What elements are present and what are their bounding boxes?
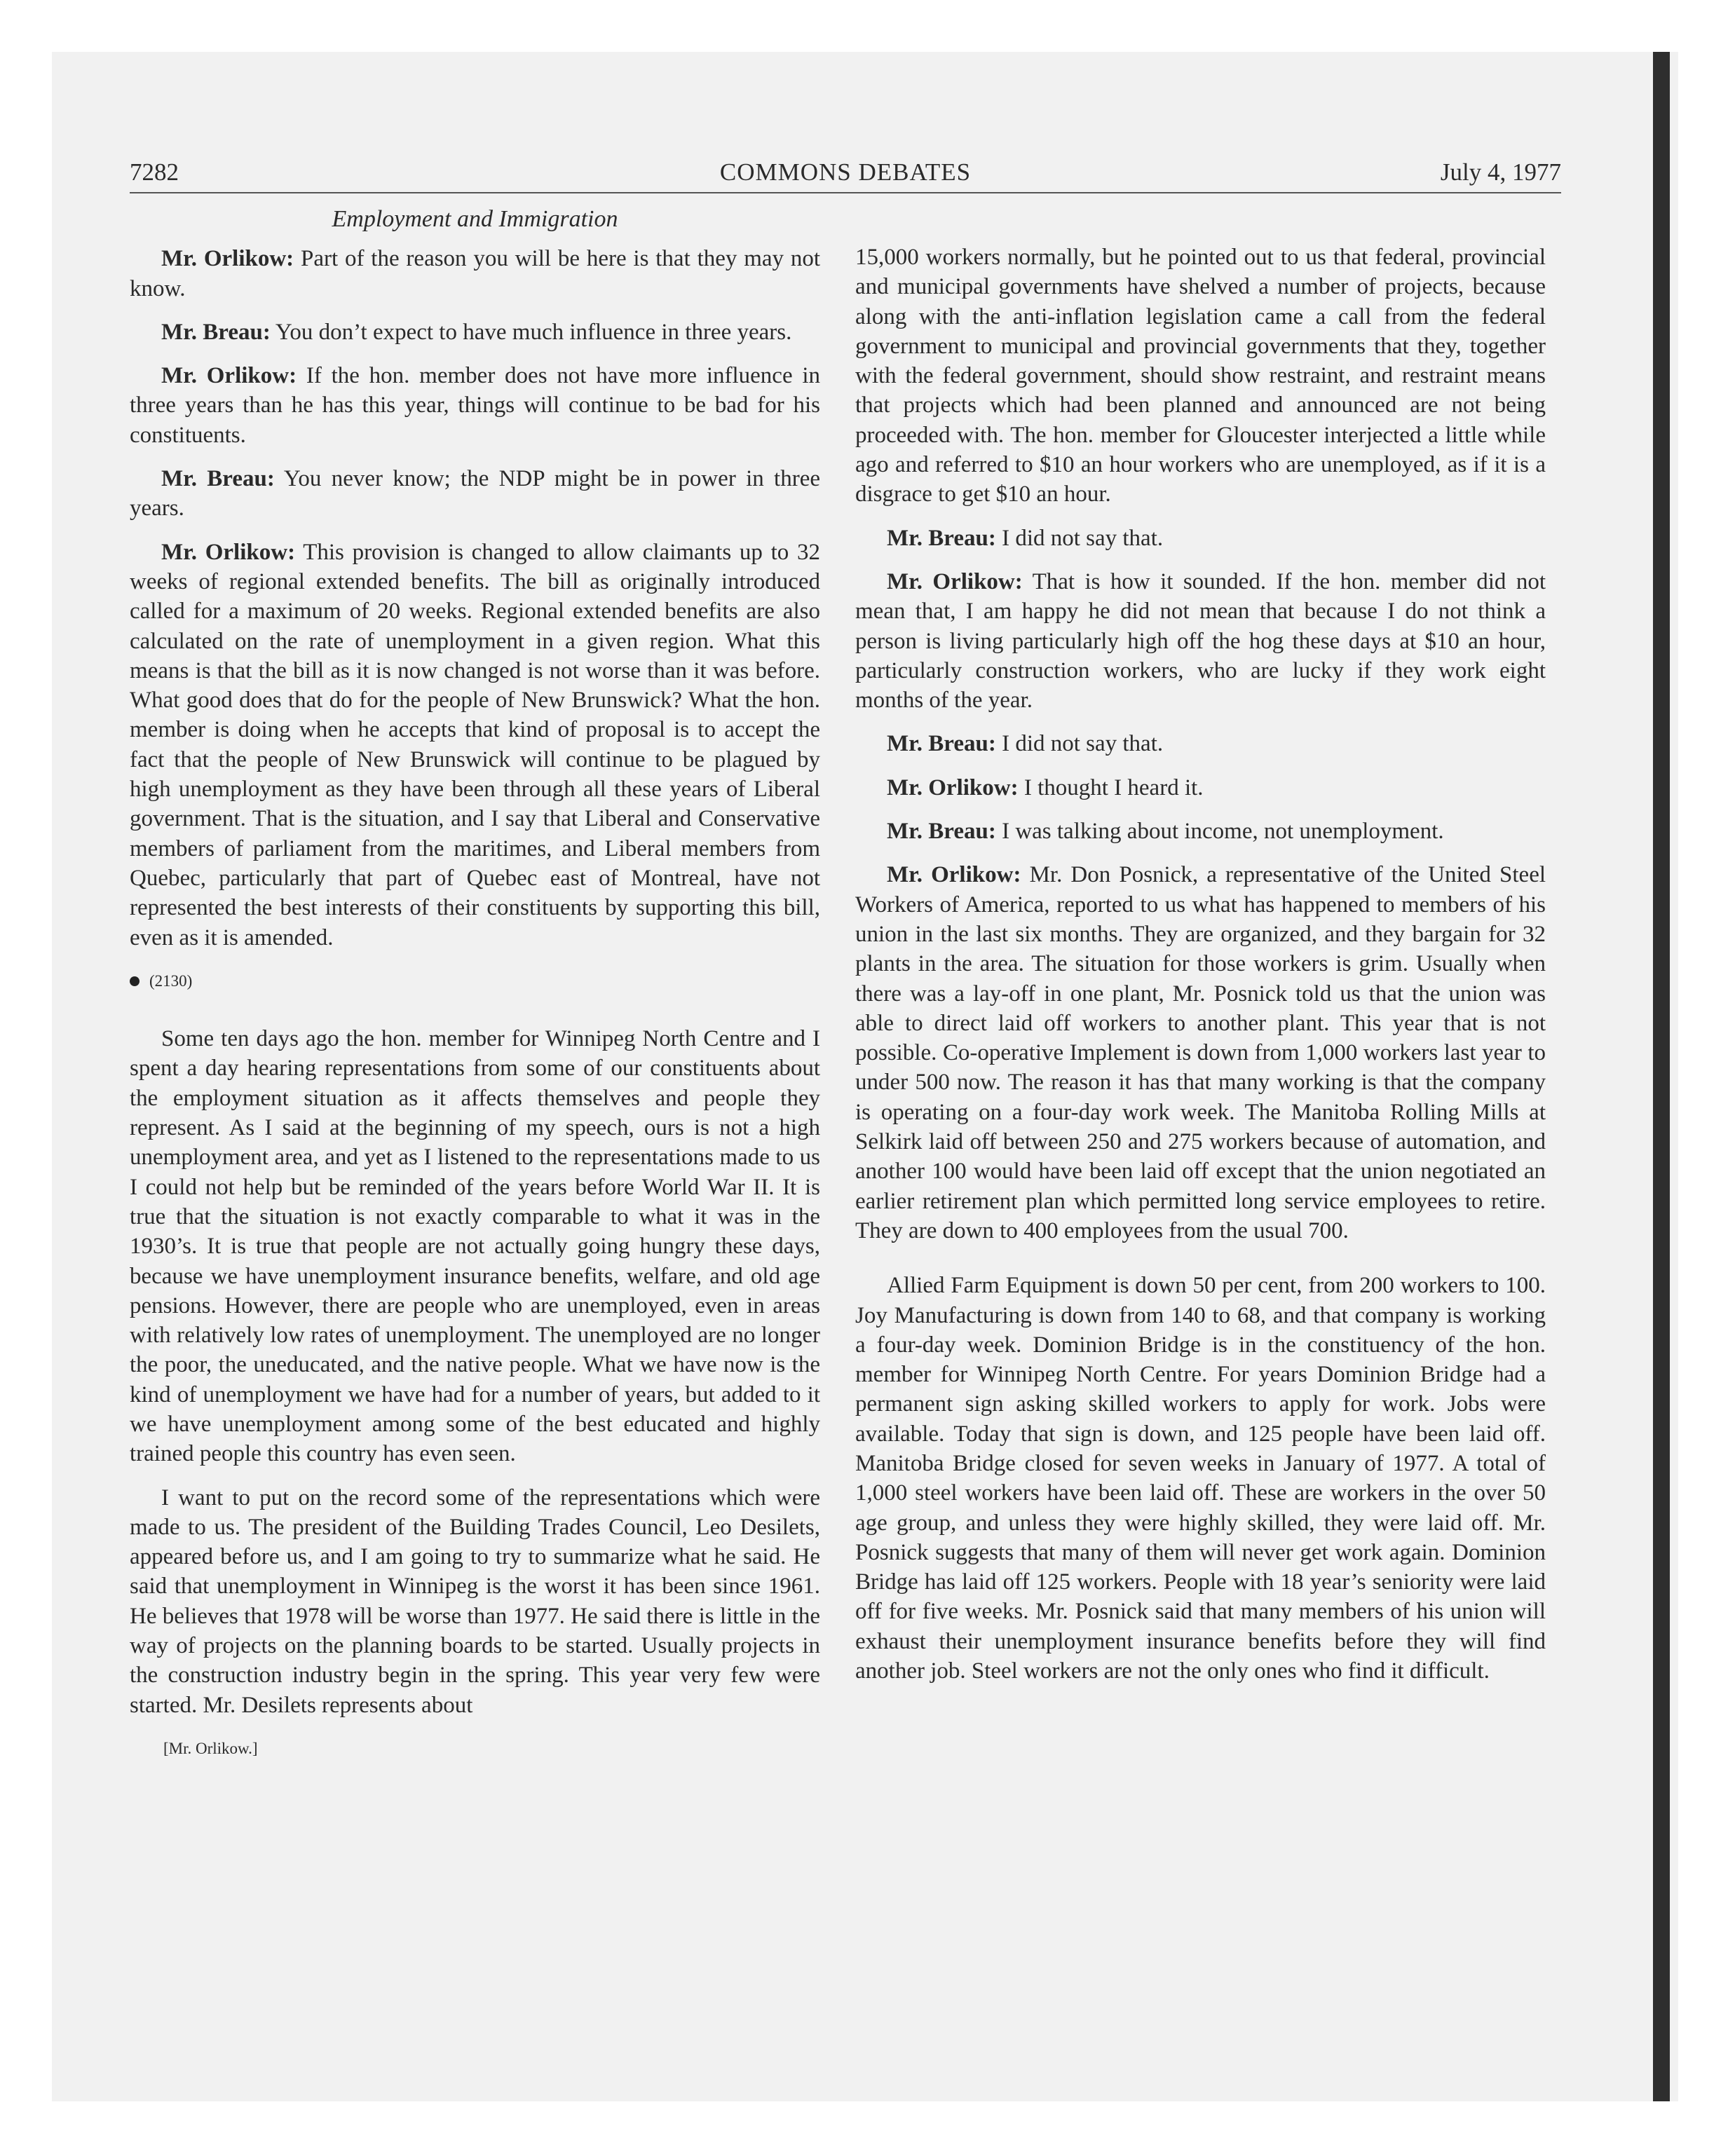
speaker-name: Mr. Breau: (887, 731, 996, 757)
speaker-name: Mr. Breau: (887, 525, 996, 551)
speaker-name: Mr. Orlikow: (161, 539, 296, 565)
page-date: July 4, 1977 (1440, 158, 1561, 186)
speaker-attribution: [Mr. Orlikow.] (163, 1739, 258, 1757)
speech-paragraph (130, 318, 820, 347)
speech-text: If the hon. member does not have more influence in three years than he has this year, things will continue to be bad for his constituents. (130, 363, 821, 448)
speech-paragraph (130, 244, 820, 303)
speech-text: That is how it sounded. If the hon. member did not mean that, I am happy he did not mean that because I do not think a person is living particularly high off the hog these days at $10 an hour, particularly construction workers, who are lucky if they work eight months of the year. (855, 568, 1546, 714)
body-paragraph: I want to put on the record some of the representations which were made to us. The president of the Building Trades Council, Leo Desilets, appeared before us, and I am going to try to summarize what he said. He said that unemployment in Winnipeg is the worst it has been since 1961. He believes that 1978 will be worse than 1977. He said there is little in the way of projects on the planning boards to be started. Usually projects in the construction industry begin in the spring. This year very few were started. Mr. Desilets represents about (130, 1485, 820, 1718)
speech-text: Part of the reason you will be here is that they may not know. (130, 246, 821, 301)
speech-text: I was talking about income, not unemployment. (1002, 819, 1444, 845)
continued-paragraph: 15,000 workers normally, but he pointed out to us that federal, provincial and municipal governments have shelved a number of projects, because along with the anti-inflation legislation came a call from the federal government to municipal and provincial governments that they, together with the federal government, should show restraint, and restraint means that projects which had been planned and announced are not being proceeded with. The hon. member for Gloucester interjected a little while ago and referred to $10 an hour workers who are unemployed, as if it is a disgrace to get $10 an hour. (855, 245, 1546, 507)
speech-paragraph (855, 567, 1546, 715)
scan-edge-bar (1653, 52, 1670, 2101)
speech-paragraph (130, 464, 820, 524)
body-paragraph: Some ten days ago the hon. member for Winnipeg North Centre and I spent a day hearing representations from some of our constituents about the employment situation as it affects themselves and people they represent. As I said at the beginning of my speech, ours is not a high unemployment area, and yet as I listened to the representations made to us I could not help but be reminded of the years before World War II. It is true that the situation is not exactly comparable to what it was in the 1930’s. It is true that people are not actually going hungry these days, because we have unemployment insurance benefits, welfare, and old age pensions. However, there are people who are unemployed, even in areas with relatively low rates of unemployment. The unemployed are no longer the poor, the uneducated, and the native people. What we have now is the kind of unemployment we have had for a number of years, but added to it we have unemployment among some of the best educated and highly trained people this country has even seen. (130, 1026, 820, 1467)
page-header (130, 157, 1561, 193)
time-marker (130, 967, 820, 996)
right-column (855, 243, 1546, 1700)
bullet-icon (130, 976, 140, 986)
speaker-name: Mr. Orlikow: (887, 862, 1021, 888)
speaker-name: Mr. Orlikow: (887, 568, 1023, 594)
speaker-name: Mr. Breau: (161, 466, 275, 492)
speech-paragraph (855, 773, 1546, 803)
speech-paragraph (855, 817, 1546, 846)
speaker-name: Mr. Breau: (161, 319, 271, 345)
speaker-name: Mr. Breau: (887, 819, 996, 845)
speaker-name: Mr. Orlikow: (161, 246, 294, 272)
time-marker-text: (2130) (149, 971, 193, 990)
section-title: Employment and Immigration (332, 206, 618, 232)
speech-text: You never know; the NDP might be in power in three years. (130, 466, 820, 521)
speech-paragraph (855, 860, 1546, 1246)
speech-paragraph (130, 538, 820, 953)
speech-text: This provision is changed to allow claimants up to 32 weeks of regional extended benefits. The bill as originally introduced called for a maximum of 20 weeks. Regional extended benefits are also calculated on the rate of unemployment in a given region. What this means is that the bill as it is now changed is not worse than it was before. What good does that do for the people of New Brunswick? What the hon. member is doing when he accepts that kind of proposal is to accept the fact that the people of New Brunswick will continue to be plagued by high unemployment as they have been through all these years of Liberal government. That is the situation, and I say that Liberal and Conservative members of parliament from the maritimes, and Liberal members from Quebec, particularly that part of Quebec east of Montreal, have not represented the best interests of their constituents by supporting this bill, even as it is amended. (130, 539, 821, 950)
body-paragraph: Allied Farm Equipment is down 50 per cent, from 200 workers to 100. Joy Manufacturing is down from 140 to 68, and that company is working a four-day week. Dominion Bridge is in the constituency of the hon. member for Winnipeg North Centre. For years Dominion Bridge had a permanent sign asking skilled workers to apply for work. Jobs were available. Today that sign is down, and 125 people have been laid off. Manitoba Bridge closed for seven weeks in January of 1977. A total of 1,000 steel workers have been laid off. These are workers in the over 50 age group, and unless they were highly skilled, they were laid off. Mr. Posnick suggests that many of them will never get work again. Dominion Bridge has laid off 125 workers. People with 18 year’s seniority were laid off for five weeks. Mr. Posnick said that many members of his union will exhaust their unemployment insurance benefits before they will find another job. Steel workers are not the only ones who find it difficult. (855, 1273, 1546, 1684)
speech-text: Mr. Don Posnick, a representative of the United Steel Workers of America, reported to us what has happened to members of his union in the last six months. They are organized, and they bargain for 32 plants in the area. The situation for those workers is grim. Usually when there was a lay-off in one plant, Mr. Posnick told us that the union was able to direct laid off workers to another plant. This year that is not possible. Co-operative Implement is down from 1,000 workers last year to under 500 now. The reason it has that many working is that the company is operating on a four-day work week. The Manitoba Rolling Mills at Selkirk laid off between 250 and 275 workers because of automation, and another 100 would have been laid off except that the union negotiated an earlier retirement plan which permitted long service employees to retire. They are down to 400 employees from the usual 700. (855, 862, 1546, 1243)
speech-paragraph (855, 524, 1546, 553)
speaker-name: Mr. Orlikow: (161, 363, 297, 389)
page-number: 7282 (130, 158, 179, 186)
speech-paragraph (130, 361, 820, 450)
speech-text: I did not say that. (1002, 731, 1164, 757)
left-column (130, 205, 820, 1763)
speech-text: You don’t expect to have much influence in three years. (275, 319, 792, 345)
speaker-name: Mr. Orlikow: (887, 775, 1019, 800)
speech-text: I thought I heard it. (1023, 775, 1204, 800)
speech-paragraph (855, 729, 1546, 758)
publication-title: COMMONS DEBATES (719, 158, 972, 186)
speech-text: I did not say that. (1002, 525, 1164, 551)
